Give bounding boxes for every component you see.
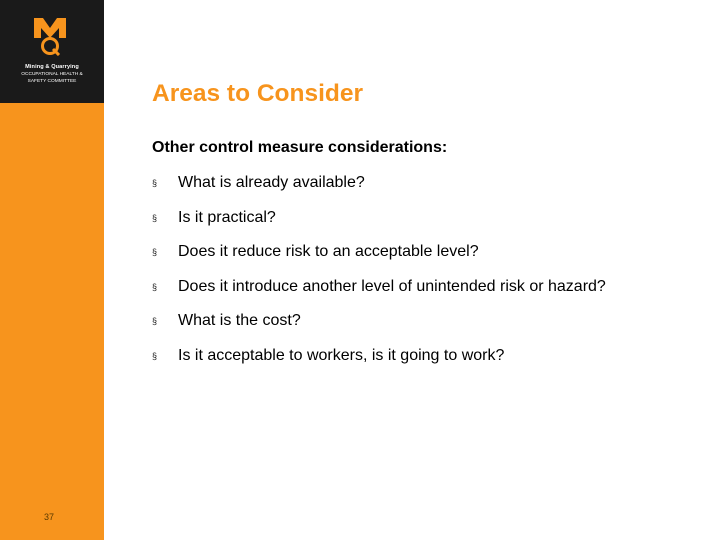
bullet-text: Does it introduce another level of unintended risk or hazard? bbox=[178, 277, 606, 295]
bullet-text: What is the cost? bbox=[178, 312, 301, 329]
bullet-marker-icon: § bbox=[152, 350, 158, 361]
slide-subtitle: Other control measure considerations: bbox=[152, 139, 448, 156]
bullet-marker-icon: § bbox=[152, 281, 158, 292]
bullet-marker-icon: § bbox=[152, 316, 158, 326]
bullet-text: Is it practical? bbox=[178, 208, 276, 226]
page-number: 37 bbox=[44, 512, 55, 522]
slide-title: Areas to Consider bbox=[152, 80, 364, 107]
logo-text-line3: SAFETY COMMITTEE bbox=[27, 79, 77, 84]
logo bbox=[0, 0, 104, 103]
logo-text-line2: OCCUPATIONAL HEALTH & bbox=[21, 72, 83, 77]
sidebar bbox=[0, 0, 104, 540]
logo-mark-icon bbox=[32, 16, 68, 56]
bullet-marker-icon: § bbox=[152, 212, 158, 223]
bullet-text: Does it reduce risk to an acceptable level? bbox=[178, 243, 479, 260]
bullet-marker-icon: § bbox=[152, 247, 158, 257]
bullet-marker-icon: § bbox=[152, 178, 158, 188]
bullet-text: What is already available? bbox=[178, 174, 365, 191]
bullet-text: Is it acceptable to workers, is it going to work? bbox=[178, 346, 505, 364]
logo-text-line1: Mining & Quarrying bbox=[25, 64, 79, 70]
